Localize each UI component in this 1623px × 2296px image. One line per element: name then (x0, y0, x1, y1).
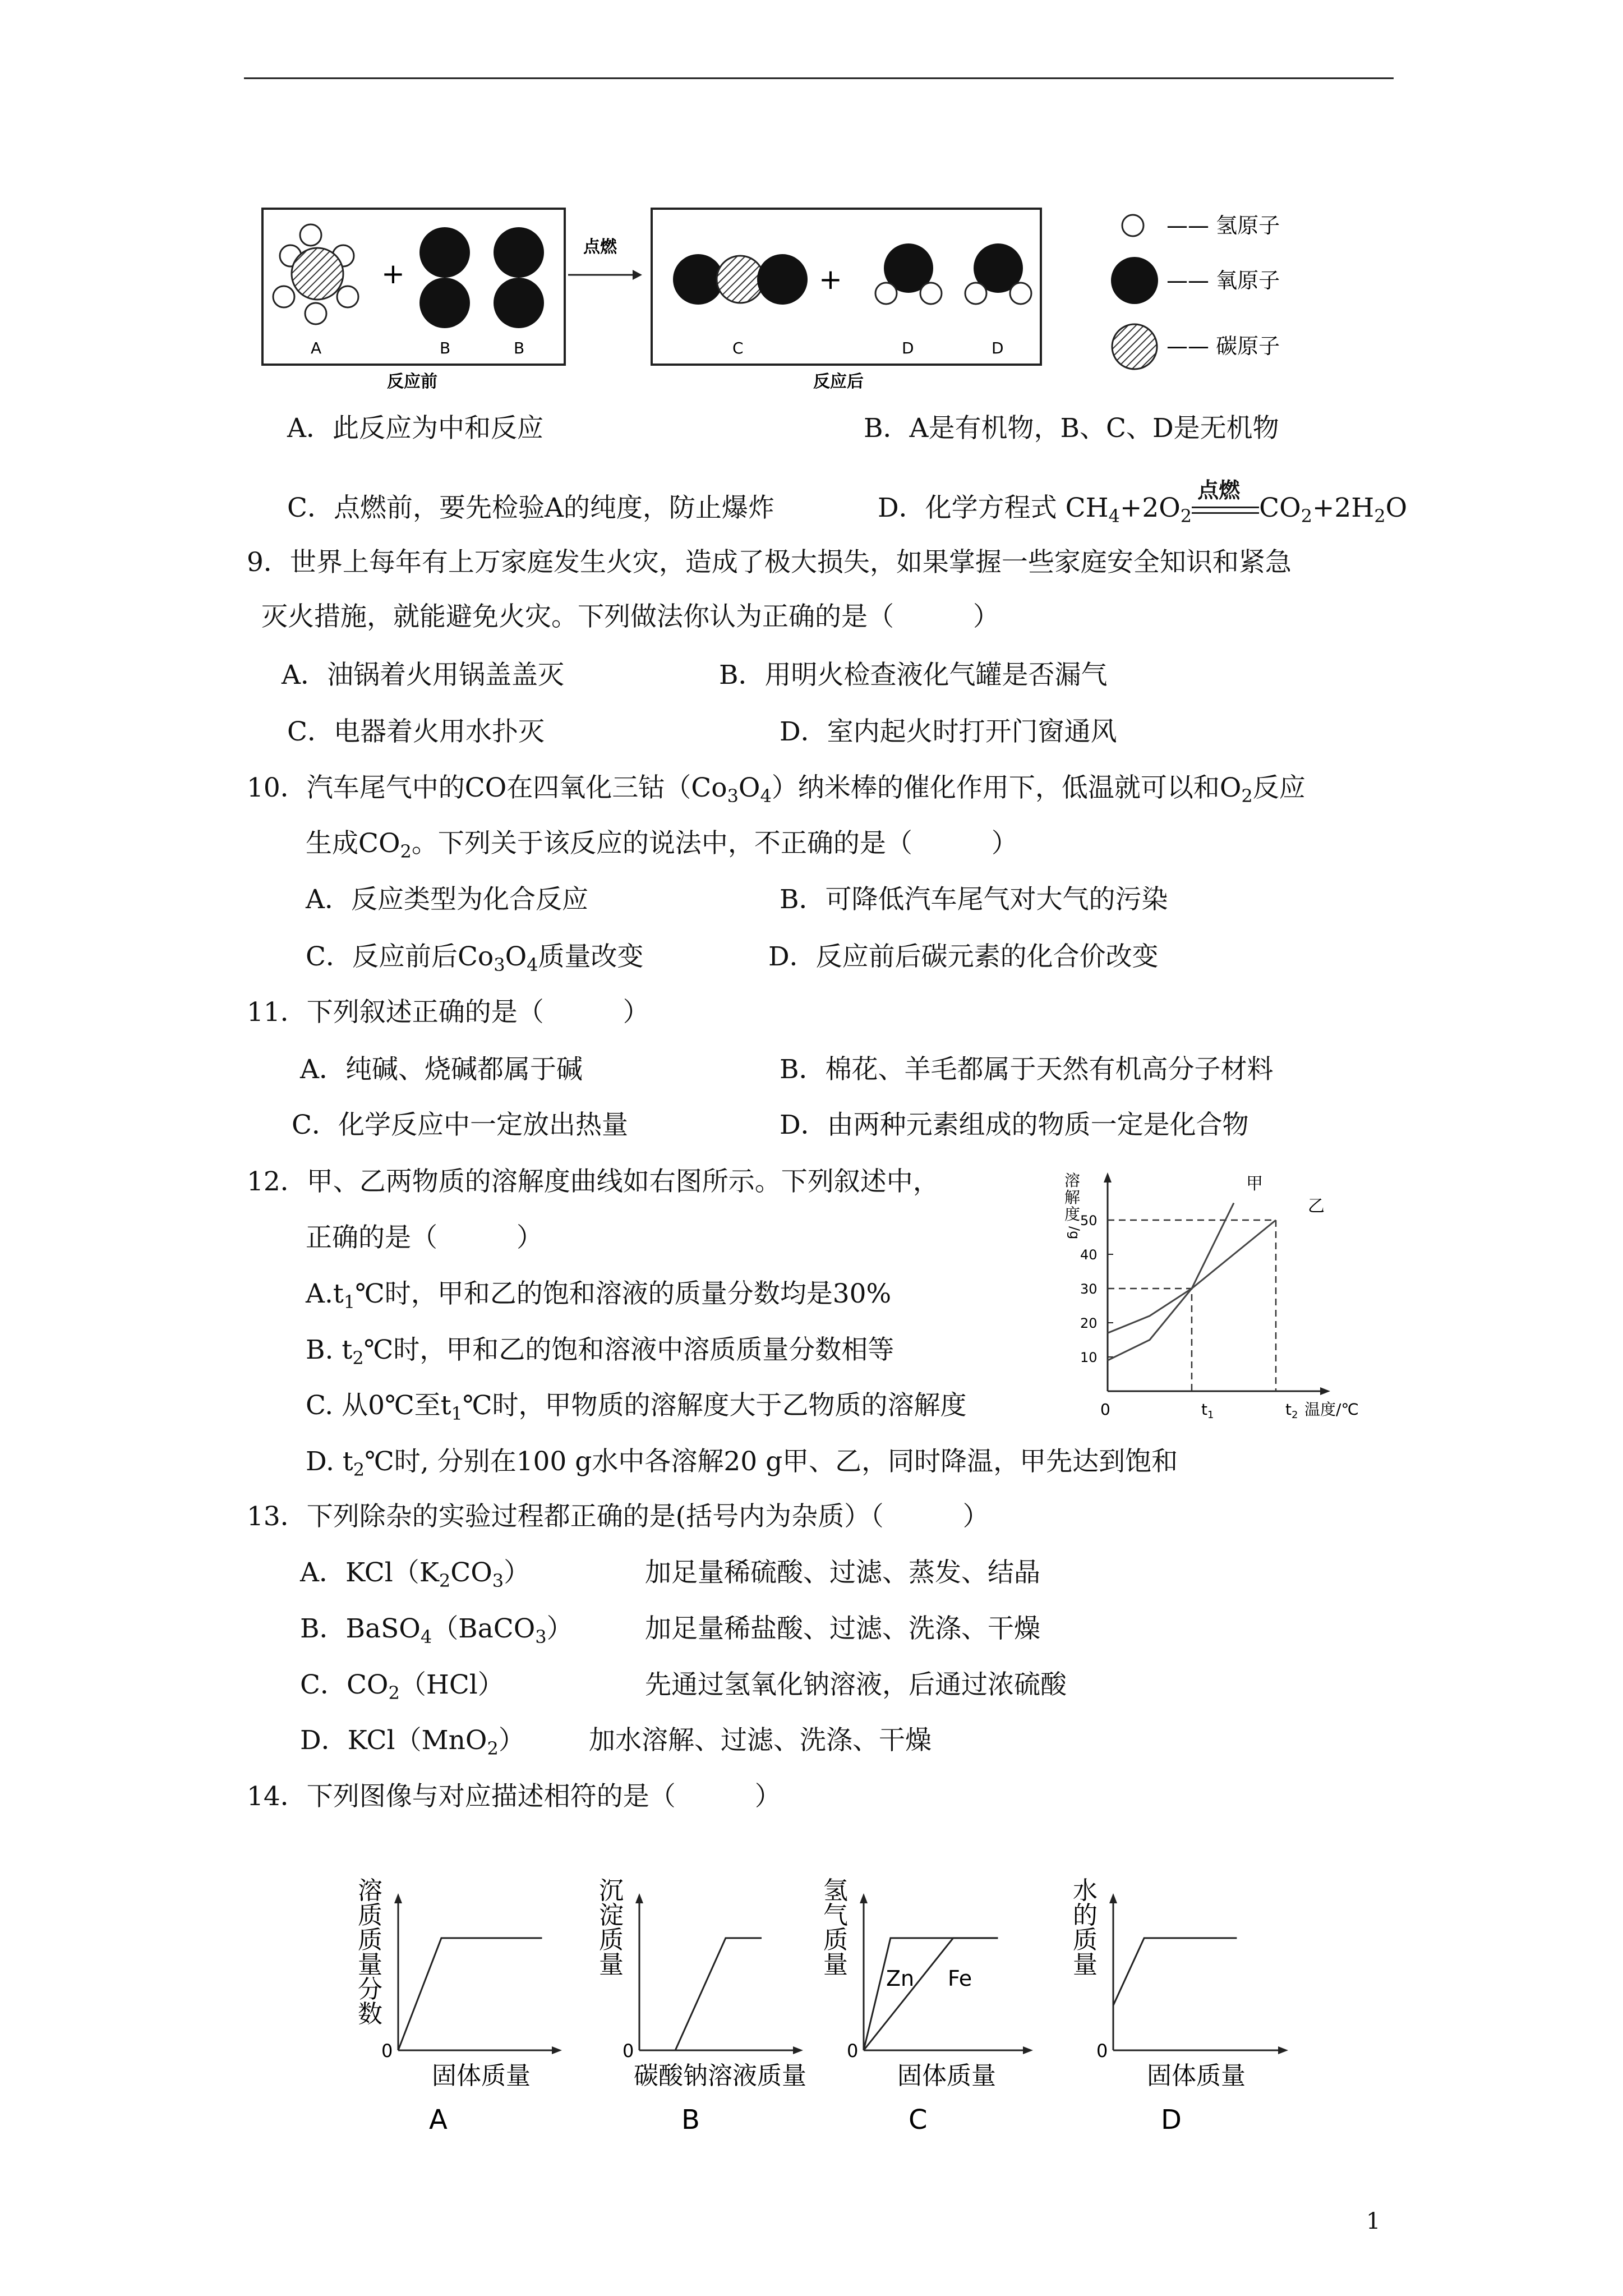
molecule-label-d2: D (992, 339, 1004, 357)
x-axis-label: 固体质量 (897, 2062, 996, 2090)
water-molecule-1 (875, 243, 942, 304)
molecule-label-b2: B (514, 339, 525, 357)
q11-option-b: B．棉花、羊毛都属于天然有机高分子材料 (780, 1054, 1274, 1085)
equation-condition: 点燃 (1197, 478, 1241, 503)
header-rule (244, 77, 1394, 79)
x-axis-label: 碳酸钠溶液质量 (634, 2062, 806, 2090)
origin-label: 0 (623, 2040, 634, 2062)
q13-option-b: B．BaSO$_4$（BaCO$_3$） (300, 1613, 573, 1648)
y-tick-label: 30 (1080, 1281, 1098, 1297)
q10-option-a: A．反应类型为化合反应 (306, 884, 588, 915)
y-axis-label-char: 质 (1073, 1926, 1098, 1954)
q14-graph-d (1073, 1876, 1288, 2132)
series-jia-label: 甲 (1246, 1174, 1263, 1194)
y-axis-label-char: 质 (599, 1926, 624, 1954)
q14-stem: 14．下列图像与对应描述相符的是（ ） (247, 1781, 781, 1812)
q13-option-d: D．KCl（MnO$_2$） (300, 1725, 525, 1759)
q8-option-d: D．化学方程式 $CH_4+2O_2$ 点燃 $CO_2+2H_2O$ (878, 491, 1407, 533)
water-molecule-2 (965, 243, 1031, 304)
solubility-xlabel: 温度/℃ (1304, 1400, 1359, 1419)
oxygen-molecule-2 (494, 227, 544, 328)
q11-stem: 11．下列叙述正确的是（ ） (247, 997, 649, 1028)
q13-option-c: C．$CO_2(HCl)$ (300, 1669, 504, 1704)
y-axis-label-char: 分 (358, 1975, 382, 2004)
q9-option-b: B．用明火检查液化气罐是否漏气 (719, 660, 1108, 691)
x-axis-label: 固体质量 (1147, 2062, 1246, 2090)
series-line (398, 1938, 542, 2050)
y-tick-label: 10 (1080, 1350, 1098, 1365)
series-line (864, 1938, 998, 2050)
q13-option-a: A．$KCl(K_2CO_3)$ (300, 1557, 531, 1591)
legend-hydrogen: —— 氢原子 (1166, 213, 1280, 238)
q13-method-a: 加足量稀硫酸、过滤、蒸发、结晶 (645, 1557, 1040, 1588)
q14-graph-c (823, 1876, 1033, 2132)
y-tick-label: 20 (1080, 1315, 1098, 1331)
x-tick-t1: $t_1$ (1201, 1400, 1214, 1421)
plus-sign-1: + (381, 257, 405, 290)
y-axis-label-char: 量 (358, 1950, 382, 1979)
solubility-ylabel-2: 解 (1064, 1188, 1081, 1207)
q9-stem-line1: 9．世界上每年有上万家庭发生火灾，造成了极大损失，如果掌握一些家庭安全知识和紧急 (247, 547, 1292, 578)
q10-stem-line2: 生成$CO_2$。下列关于该反应的说法中，不正确的是（ ） (306, 828, 1018, 862)
q9-option-a: A．油锅着火用锅盖盖灭 (282, 660, 564, 691)
x-tick-t2: $t_2$ (1285, 1400, 1298, 1421)
panel-letter: A (429, 2104, 448, 2132)
q9-option-c: C．电器着火用水扑灭 (287, 716, 545, 747)
molecule-label-c: C (732, 339, 744, 357)
origin-label: 0 (381, 2040, 393, 2062)
y-axis-label-char: 气 (823, 1901, 848, 1930)
y-axis-label-char: 质 (358, 1926, 382, 1954)
q10-stem-line1: 10．汽车尾气中的CO在四氧化三钴$(Co_3O_4)$纳米棒的催化作用下，低温就可以和$O_2$反应 (247, 772, 1306, 807)
y-axis-label-char: 的 (1073, 1901, 1098, 1930)
x-axis-label: 固体质量 (432, 2062, 531, 2090)
y-axis-label-char: 沉 (599, 1876, 624, 1905)
q11-option-a: A．纯碱、烧碱都属于碱 (300, 1054, 583, 1085)
y-axis-label-char: 淀 (599, 1901, 624, 1930)
series-line (1113, 1938, 1237, 2005)
series-line (639, 1938, 762, 2050)
panel-letter: B (681, 2104, 700, 2132)
legend-carbon: —— 碳原子 (1166, 334, 1280, 358)
solubility-ylabel-3: 度 (1064, 1205, 1081, 1223)
panel-letter: C (909, 2104, 928, 2132)
before-label: 反应前 (387, 372, 437, 392)
y-tick-label: 50 (1080, 1213, 1098, 1228)
q11-option-d: D．由两种元素组成的物质一定是化合物 (780, 1110, 1249, 1140)
y-axis-label-char: 质 (823, 1926, 848, 1954)
after-label: 反应后 (813, 372, 864, 392)
y-axis-label-char: 数 (358, 2000, 382, 2028)
molecule-label-b1: B (440, 339, 451, 357)
series-name-label: Fe (948, 1966, 972, 1991)
q10-option-c: C．反应前后$Co_3O_4$质量改变 (306, 941, 644, 976)
y-axis-label-char: 量 (1073, 1950, 1098, 1979)
q14-graph-a (358, 1876, 562, 2132)
y-axis-label-char: 量 (599, 1950, 624, 1979)
q10-option-d: D．反应前后碳元素的化合价改变 (768, 941, 1159, 972)
methane-molecule (273, 224, 358, 324)
x-tick-0: 0 (1100, 1400, 1110, 1419)
origin-label: 0 (847, 2040, 859, 2062)
q12-stem-line2: 正确的是（ ） (306, 1222, 543, 1253)
q13-method-c: 先通过氢氧化钠溶液，后通过浓硫酸 (645, 1669, 1067, 1700)
series-line (864, 1938, 998, 2050)
q12-option-a: $A.t_1℃$时，甲和乙的饱和溶液的质量分数均是30% (306, 1278, 892, 1313)
molecule-label-d1: D (902, 339, 914, 357)
y-axis-label-char: 水 (1073, 1876, 1098, 1905)
q13-stem: 13．下列除杂的实验过程都正确的是(括号内为杂质）（ ） (247, 1501, 989, 1532)
q13-method-d: 加水溶解、过滤、洗涤、干燥 (589, 1725, 932, 1756)
q12-option-b: B. $t_2℃$时，甲和乙的饱和溶液中溶质质量分数相等 (306, 1335, 895, 1369)
q14-graph-b (599, 1876, 806, 2132)
q10-option-b: B．可降低汽车尾气对大气的污染 (780, 884, 1168, 915)
q11-option-c: C．化学反应中一定放出热量 (292, 1110, 628, 1140)
q8-option-b: B．A是有机物，B、C、D是无机物 (864, 413, 1279, 444)
legend-oxygen: —— 氧原子 (1166, 268, 1280, 293)
q9-stem-line2: 灭火措施，就能避免火灾。下列做法你认为正确的是（ ） (261, 601, 999, 632)
reaction-figure (247, 191, 1346, 404)
oxygen-molecule-1 (419, 227, 470, 328)
solubility-chart (1054, 1167, 1391, 1425)
series-name-label: Zn (886, 1966, 915, 1991)
origin-label: 0 (1096, 2040, 1108, 2062)
y-axis-label-char: 质 (358, 1901, 382, 1930)
reaction-condition: 点燃 (583, 237, 617, 257)
q12-stem-line1: 12．甲、乙两物质的溶解度曲线如右图所示。下列叙述中， (247, 1166, 939, 1197)
q13-method-b: 加足量稀盐酸、过滤、洗涤、干燥 (645, 1613, 1040, 1644)
series-yi-label: 乙 (1308, 1197, 1325, 1216)
solubility-ylabel-1: 溶 (1064, 1171, 1081, 1190)
panel-letter: D (1161, 2104, 1182, 2132)
q12-option-d: D. $t_2℃$时, 分别在100 g水中各溶解20 g甲、乙，同时降温，甲先达到饱和 (306, 1446, 1178, 1480)
y-axis-label-char: 量 (823, 1950, 848, 1979)
molecule-label-a: A (311, 339, 322, 357)
q8-option-c: C．点燃前，要先检验A的纯度，防止爆炸 (287, 493, 774, 523)
y-axis-label-char: 氢 (823, 1876, 848, 1905)
solubility-ylabel-4: /g (1067, 1226, 1082, 1240)
q14-graphs (336, 1840, 1346, 2132)
carbon-dioxide-molecule (673, 254, 808, 305)
q8-option-a: A．此反应为中和反应 (287, 413, 543, 444)
legend (1111, 213, 1280, 369)
y-axis-label-char: 溶 (358, 1876, 382, 1905)
q9-option-d: D．室内起火时打开门窗通风 (780, 716, 1117, 747)
q12-option-c: C. 从0℃至$t_1℃$时，甲物质的溶解度大于乙物质的溶解度 (306, 1390, 967, 1424)
page-number: 1 (1366, 2208, 1381, 2234)
y-tick-label: 40 (1080, 1247, 1098, 1263)
plus-sign-2: + (819, 263, 842, 296)
